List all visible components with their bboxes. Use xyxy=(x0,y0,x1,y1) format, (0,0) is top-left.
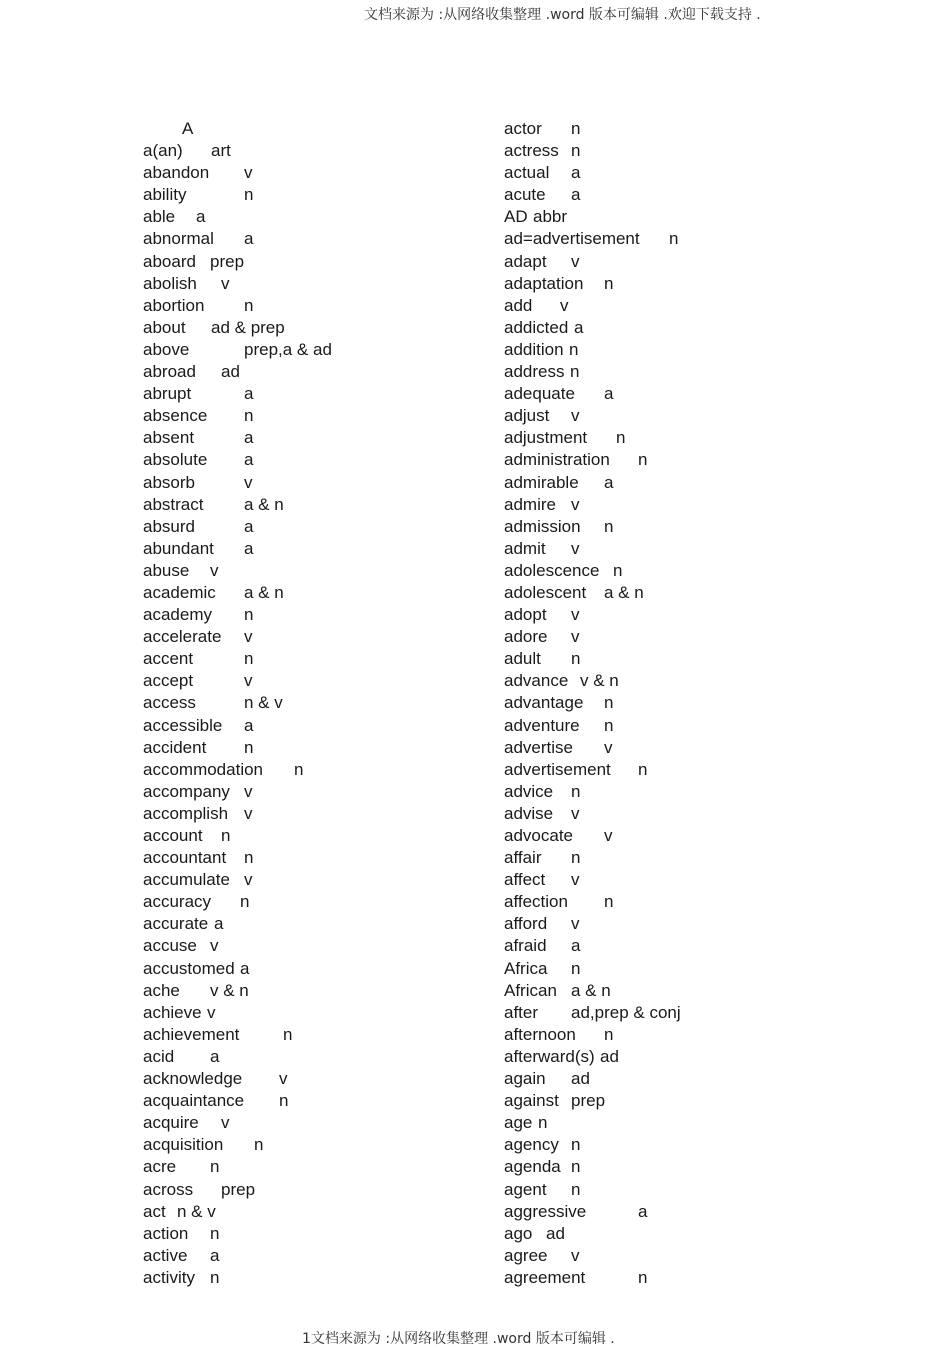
word-text: adventure xyxy=(504,715,580,735)
word-text: adjust xyxy=(504,406,550,426)
word-text: accent xyxy=(143,649,194,669)
part-of-speech: ad,prep & conj xyxy=(571,1002,681,1022)
word-text: afternoon xyxy=(504,1024,576,1044)
part-of-speech: ad xyxy=(600,1046,619,1066)
word-text: act xyxy=(143,1201,166,1221)
word-entry xyxy=(143,1267,220,1289)
word-text: ability xyxy=(143,185,187,205)
word-text: acquaintance xyxy=(143,1091,245,1111)
part-of-speech: a xyxy=(210,1046,220,1066)
part-of-speech: v xyxy=(604,826,613,845)
part-of-speech: v xyxy=(244,781,253,801)
word-text: administration xyxy=(504,450,610,470)
word-text: accident xyxy=(143,737,207,757)
part-of-speech: v xyxy=(207,1002,216,1022)
word-text: against xyxy=(504,1091,559,1111)
word-entry xyxy=(143,427,254,449)
part-of-speech: n xyxy=(569,339,579,359)
word-text: African xyxy=(504,980,557,1000)
part-of-speech: n xyxy=(210,1267,220,1287)
part-of-speech: n xyxy=(604,892,614,912)
part-of-speech: a & n xyxy=(244,582,284,602)
part-of-speech: a & n xyxy=(571,980,611,1000)
part-of-speech: n xyxy=(244,406,254,426)
part-of-speech: v xyxy=(279,1069,288,1089)
word-text: advantage xyxy=(504,693,584,713)
word-text: active xyxy=(143,1245,188,1265)
part-of-speech: n xyxy=(571,1135,581,1155)
part-of-speech: n xyxy=(210,1157,220,1177)
part-of-speech: n xyxy=(638,450,648,470)
part-of-speech: ad xyxy=(571,1069,590,1089)
word-text: accelerate xyxy=(143,627,222,647)
word-text: agreement xyxy=(504,1267,586,1287)
word-entry xyxy=(143,1112,230,1134)
word-entry xyxy=(143,449,254,471)
part-of-speech: n xyxy=(244,295,254,315)
part-of-speech: n xyxy=(604,516,614,536)
word-text: agency xyxy=(504,1135,559,1155)
vocabulary-column-left xyxy=(143,118,332,1289)
word-text: admirable xyxy=(504,472,579,492)
part-of-speech: v xyxy=(244,472,253,492)
word-text: accuse xyxy=(143,936,197,956)
word-entry xyxy=(143,582,284,604)
part-of-speech: v & n xyxy=(210,980,249,1000)
word-entry xyxy=(143,935,219,957)
word-text: abuse xyxy=(143,560,190,580)
word-text: Africa xyxy=(504,958,548,978)
word-text: affect xyxy=(504,870,546,890)
word-text: absorb xyxy=(143,472,195,492)
word-text: advertise xyxy=(504,737,573,757)
part-of-speech: ad & prep xyxy=(211,317,285,337)
word-text: a(an) xyxy=(143,141,183,161)
part-of-speech: prep,a & ad xyxy=(244,339,332,359)
word-text: accuracy xyxy=(143,892,212,912)
word-text: abandon xyxy=(143,163,210,183)
word-text: admission xyxy=(504,516,581,536)
part-of-speech: v xyxy=(244,627,253,647)
word-text: afford xyxy=(504,914,548,934)
word-text: agree xyxy=(504,1245,548,1265)
part-of-speech: n xyxy=(613,560,623,580)
word-entry xyxy=(143,1134,264,1156)
part-of-speech: a xyxy=(244,428,254,448)
word-text: actual xyxy=(504,163,550,183)
word-text: abundant xyxy=(143,538,214,558)
part-of-speech: a xyxy=(571,163,581,183)
part-of-speech: v xyxy=(560,295,569,315)
part-of-speech: a xyxy=(214,914,224,934)
word-text: access xyxy=(143,693,196,713)
word-entry xyxy=(143,670,253,692)
word-text: admire xyxy=(504,494,556,514)
word-entry xyxy=(143,405,254,427)
word-entry xyxy=(143,1223,220,1245)
word-text: afraid xyxy=(504,936,547,956)
word-entry xyxy=(143,1201,216,1223)
part-of-speech: v xyxy=(571,1245,580,1265)
word-text: actor xyxy=(504,119,542,138)
word-entry xyxy=(143,339,332,361)
word-entry xyxy=(143,648,254,670)
word-entry xyxy=(143,273,230,295)
part-of-speech: prep xyxy=(571,1091,606,1111)
part-of-speech: abbr xyxy=(533,207,568,227)
part-of-speech: a & n xyxy=(604,582,644,602)
part-of-speech: a xyxy=(244,450,254,470)
word-entry xyxy=(143,361,240,383)
word-entry xyxy=(143,538,254,560)
word-text: abstract xyxy=(143,494,204,514)
part-of-speech: a xyxy=(244,384,254,404)
header-source-note: 文档来源为 :从网络收集整理 .word 版本可编辑 .欢迎下载支持 . xyxy=(364,7,761,23)
word-entry xyxy=(143,1068,288,1090)
part-of-speech: a xyxy=(240,958,250,978)
part-of-speech: a xyxy=(571,936,581,956)
word-text: accurate xyxy=(143,914,209,934)
part-of-speech: a & n xyxy=(244,494,284,514)
part-of-speech: a xyxy=(210,1245,220,1265)
part-of-speech: v xyxy=(244,163,253,183)
word-entry xyxy=(143,847,254,869)
part-of-speech: n xyxy=(254,1135,264,1155)
part-of-speech: n xyxy=(571,649,581,669)
word-text: afterward(s) xyxy=(504,1046,595,1066)
part-of-speech: n xyxy=(244,649,254,669)
part-of-speech: a xyxy=(196,207,206,227)
word-text: abnormal xyxy=(143,229,214,249)
word-text: acre xyxy=(143,1157,177,1177)
word-text: activity xyxy=(143,1267,195,1287)
word-text: absurd xyxy=(143,516,195,536)
word-entry xyxy=(143,1179,256,1201)
word-entry xyxy=(143,1046,220,1068)
word-text: accountant xyxy=(143,848,227,868)
part-of-speech: n xyxy=(604,715,614,735)
part-of-speech: v xyxy=(244,870,253,890)
part-of-speech: n xyxy=(244,848,254,868)
word-entry xyxy=(143,958,250,980)
word-entry xyxy=(143,516,254,538)
part-of-speech: a xyxy=(574,317,584,337)
part-of-speech: a xyxy=(638,1201,648,1221)
part-of-speech: n & v xyxy=(244,693,283,713)
word-text: advance xyxy=(504,671,569,691)
word-entry xyxy=(143,715,254,737)
word-text: academic xyxy=(143,582,216,602)
part-of-speech: n xyxy=(221,826,231,845)
word-text: add xyxy=(504,295,533,315)
word-text: absent xyxy=(143,428,195,448)
part-of-speech: n xyxy=(240,892,250,912)
part-of-speech: prep xyxy=(221,1179,256,1199)
word-entry xyxy=(143,604,254,626)
word-text: accomplish xyxy=(143,803,229,823)
part-of-speech: n xyxy=(244,185,254,205)
word-text: adjustment xyxy=(504,428,588,448)
part-of-speech: n xyxy=(571,1157,581,1177)
word-text: acute xyxy=(504,185,546,205)
word-text: again xyxy=(504,1069,546,1089)
word-entry xyxy=(143,980,249,1002)
part-of-speech: v & n xyxy=(580,671,619,691)
part-of-speech: v xyxy=(210,560,219,580)
part-of-speech: art xyxy=(211,141,231,161)
part-of-speech: a xyxy=(244,229,254,249)
part-of-speech: n xyxy=(669,229,679,249)
part-of-speech: n xyxy=(604,693,614,713)
word-text: addition xyxy=(504,339,564,359)
word-text: account xyxy=(143,826,203,845)
part-of-speech: n xyxy=(571,119,581,138)
part-of-speech: n xyxy=(538,1113,548,1133)
part-of-speech: v xyxy=(571,914,580,934)
part-of-speech: ad xyxy=(221,362,240,382)
word-text: affair xyxy=(504,848,542,868)
word-entry xyxy=(143,494,284,516)
part-of-speech: ad xyxy=(546,1223,565,1243)
word-text: ad=advertisement xyxy=(504,229,640,249)
word-text: advice xyxy=(504,781,554,801)
word-entry xyxy=(143,206,206,228)
word-entry xyxy=(143,251,245,273)
part-of-speech: n xyxy=(294,759,304,779)
part-of-speech: n xyxy=(638,759,648,779)
word-entry xyxy=(143,1090,289,1112)
word-text: able xyxy=(143,207,176,227)
word-text: acquire xyxy=(143,1113,199,1133)
part-of-speech: n xyxy=(570,362,580,382)
part-of-speech: n xyxy=(638,1267,648,1287)
word-text: advocate xyxy=(504,826,573,845)
word-entry xyxy=(143,228,254,250)
word-text: absence xyxy=(143,406,208,426)
word-text: adolescence xyxy=(504,560,600,580)
word-text: accommodation xyxy=(143,759,264,779)
part-of-speech: n xyxy=(616,428,626,448)
word-text: aboard xyxy=(143,251,196,271)
word-text: above xyxy=(143,339,190,359)
word-list-left xyxy=(143,140,332,1289)
word-text: accompany xyxy=(143,781,230,801)
word-text: actress xyxy=(504,141,559,161)
word-text: achievement xyxy=(143,1024,240,1044)
part-of-speech: n xyxy=(571,141,581,161)
word-text: accept xyxy=(143,671,194,691)
part-of-speech: a xyxy=(244,516,254,536)
word-text: accumulate xyxy=(143,870,230,890)
part-of-speech: v xyxy=(571,538,580,558)
part-of-speech: v xyxy=(210,936,219,956)
word-text: adequate xyxy=(504,384,575,404)
word-text: across xyxy=(143,1179,194,1199)
part-of-speech: n xyxy=(604,1024,614,1044)
word-text: accessible xyxy=(143,715,223,735)
word-text: address xyxy=(504,362,565,382)
word-text: abortion xyxy=(143,295,205,315)
word-entry xyxy=(143,737,254,759)
part-of-speech: prep xyxy=(210,251,245,271)
part-of-speech: n xyxy=(210,1223,220,1243)
word-entry xyxy=(143,1002,216,1024)
word-text: ache xyxy=(143,980,180,1000)
word-text: about xyxy=(143,317,186,337)
word-entry xyxy=(143,803,253,825)
part-of-speech: n xyxy=(571,781,581,801)
word-entry xyxy=(143,140,231,162)
word-text: abrupt xyxy=(143,384,192,404)
part-of-speech: n xyxy=(571,848,581,868)
word-text: adapt xyxy=(504,251,547,271)
part-of-speech: v xyxy=(244,803,253,823)
word-text: after xyxy=(504,1002,539,1022)
word-text: abolish xyxy=(143,273,197,293)
word-text: affection xyxy=(504,892,568,912)
part-of-speech: n & v xyxy=(177,1201,216,1221)
part-of-speech: a xyxy=(244,715,254,735)
word-entry xyxy=(143,692,283,714)
word-text: acid xyxy=(143,1046,175,1066)
word-entry xyxy=(143,1156,220,1178)
part-of-speech: a xyxy=(604,472,614,492)
part-of-speech: v xyxy=(571,627,580,647)
word-entry xyxy=(143,383,254,405)
word-text: adolescent xyxy=(504,582,587,602)
part-of-speech: v xyxy=(571,870,580,890)
part-of-speech: a xyxy=(571,185,581,205)
part-of-speech: n xyxy=(244,605,254,625)
part-of-speech: n xyxy=(279,1091,289,1111)
word-text: academy xyxy=(143,605,212,625)
part-of-speech: n xyxy=(571,1179,581,1199)
letter-heading: A xyxy=(182,119,194,138)
part-of-speech: v xyxy=(571,803,580,823)
footer-source-note: 1文档来源为 :从网络收集整理 .word 版本可编辑 . xyxy=(302,1331,615,1347)
part-of-speech: a xyxy=(604,384,614,404)
word-entry xyxy=(143,781,253,803)
word-text: agent xyxy=(504,1179,547,1199)
word-text: adult xyxy=(504,649,541,669)
word-entry xyxy=(143,560,219,582)
part-of-speech: n xyxy=(571,958,581,978)
word-entry xyxy=(143,184,254,206)
word-entry xyxy=(143,869,253,891)
part-of-speech: a xyxy=(244,538,254,558)
word-text: advertisement xyxy=(504,759,611,779)
word-entry xyxy=(143,759,304,781)
word-entry xyxy=(143,891,250,913)
word-entry xyxy=(143,913,224,935)
part-of-speech: v xyxy=(571,251,580,271)
word-text: achieve xyxy=(143,1002,202,1022)
part-of-speech: n xyxy=(604,273,614,293)
part-of-speech: v xyxy=(244,671,253,691)
word-entry xyxy=(143,472,253,494)
word-text: accustomed xyxy=(143,958,235,978)
word-text: absolute xyxy=(143,450,208,470)
word-text: ago xyxy=(504,1223,533,1243)
word-text: acknowledge xyxy=(143,1069,243,1089)
word-entry xyxy=(143,162,253,184)
word-text: action xyxy=(143,1223,189,1243)
part-of-speech: v xyxy=(571,406,580,426)
word-text: AD xyxy=(504,207,528,227)
word-entry xyxy=(143,317,285,339)
part-of-speech: v xyxy=(604,737,613,757)
word-text: aggressive xyxy=(504,1201,587,1221)
word-entry xyxy=(143,626,253,648)
part-of-speech: n xyxy=(283,1024,293,1044)
word-entry xyxy=(143,1245,220,1267)
word-text: age xyxy=(504,1113,533,1133)
part-of-speech: v xyxy=(571,494,580,514)
word-text: abroad xyxy=(143,362,196,382)
part-of-speech: n xyxy=(244,737,254,757)
word-text: addicted xyxy=(504,317,569,337)
word-entry xyxy=(143,1024,293,1046)
word-text: acquisition xyxy=(143,1135,224,1155)
word-entry xyxy=(143,295,254,317)
part-of-speech: v xyxy=(221,1113,230,1133)
word-entry xyxy=(143,825,231,847)
word-text: adaptation xyxy=(504,273,584,293)
word-text: advise xyxy=(504,803,554,823)
word-text: adopt xyxy=(504,605,547,625)
word-text: adore xyxy=(504,627,548,647)
part-of-speech: v xyxy=(221,273,230,293)
part-of-speech: v xyxy=(571,605,580,625)
word-text: admit xyxy=(504,538,546,558)
word-text: agenda xyxy=(504,1157,561,1177)
